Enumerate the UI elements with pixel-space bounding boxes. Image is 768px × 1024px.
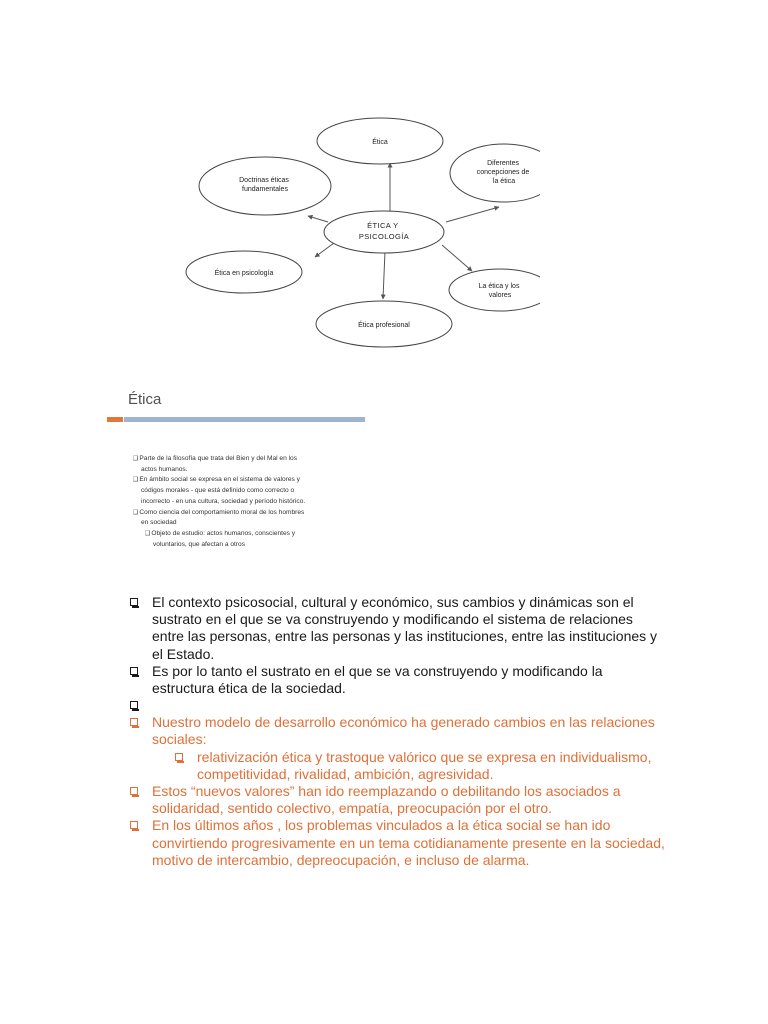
checkbox-bullet-icon [130, 821, 138, 829]
connector-line [446, 207, 499, 222]
checkbox-bullet-icon [175, 753, 183, 761]
checkbox-bullet-icon [130, 667, 138, 675]
node-label: La ética y los valores [478, 283, 520, 299]
checkbox-bullet-icon: ❑ [133, 508, 139, 516]
slide-sub-bullet: ❑Objeto de estudio: actos humanos, conscientes y voluntarios, que afectan a otros [145, 529, 296, 548]
slide-bullet: ❑En ámbito social se expresa en el sistema de valores y códigos morales - que está definido como correcto o incorrecto - en una cultura, sociedad y período histórico. [133, 476, 306, 505]
slide-title: Ética [128, 391, 162, 408]
checkbox-bullet-icon: ❑ [133, 455, 139, 462]
checkbox-bullet-icon: ❑ [133, 476, 139, 484]
main-bullet-list [128, 594, 668, 869]
list-item-empty [128, 697, 668, 714]
node-etica-valores [449, 269, 540, 311]
checkbox-bullet-icon [130, 718, 138, 726]
connector-line [442, 245, 472, 271]
checkbox-bullet-icon [130, 787, 138, 795]
connector-line [383, 251, 385, 299]
node-label: Ética profesional [358, 322, 410, 329]
checkbox-bullet-icon [130, 598, 138, 606]
node-label: Diferentes concepciones de la ética [476, 160, 530, 185]
list-sub-item: relativización ética y trastoque valórico que se expresa en individualismo, competitividad, rivalidad, ambición, agresividad. [128, 749, 668, 783]
slide-bullet: ❑Parte de la filosofía que trata del Bien y del Mal en los actos humanos. [133, 455, 297, 473]
checkbox-bullet-icon: ❑ [145, 529, 151, 537]
slide-bullet-list [133, 454, 348, 550]
list-item: Estos “nuevos valores” han ido reemplazando o debilitando los asociados a solidaridad, sentido colectivo, empatía, preocupación por el otro. [128, 783, 668, 817]
slide-title-underline [124, 417, 365, 422]
node-label: Ética en psicología [214, 270, 274, 277]
slide-bullet: ❑Como ciencia del comportamiento moral de los hombres en sociedad [133, 508, 305, 527]
list-item: En los últimos años , los problemas vinculados a la ética social se han ido convirtiendo progresivamente en un tema cotidianamente presente en la sociedad, motivo de intercambio, depreocupación, e incluso de alarma. [128, 817, 668, 869]
list-item: Nuestro modelo de desarrollo económico ha generado cambios en las relaciones sociales: [128, 714, 668, 748]
connector-line [315, 243, 334, 257]
node-label: Doctrinas éticas fundamentales [239, 177, 289, 193]
connector-line [308, 216, 328, 222]
node-label: ÉTICA Y PSICOLOGÍA [358, 221, 410, 241]
ethics-psychology-diagram [180, 110, 540, 360]
list-item: Es por lo tanto el sustrato en el que se va construyendo y modificando la estructura ética de la sociedad. [128, 663, 668, 697]
node-label: Ética [372, 139, 388, 146]
slide-accent-bar [107, 417, 123, 422]
list-item: El contexto psicosocial, cultural y económico, sus cambios y dinámicas son el sustrato en el que se va construyendo y modificando el sistema de relaciones entre las personas, entre las personas y las instituciones, entre las instituciones y el Estado. [128, 594, 668, 663]
checkbox-bullet-icon [130, 701, 138, 709]
